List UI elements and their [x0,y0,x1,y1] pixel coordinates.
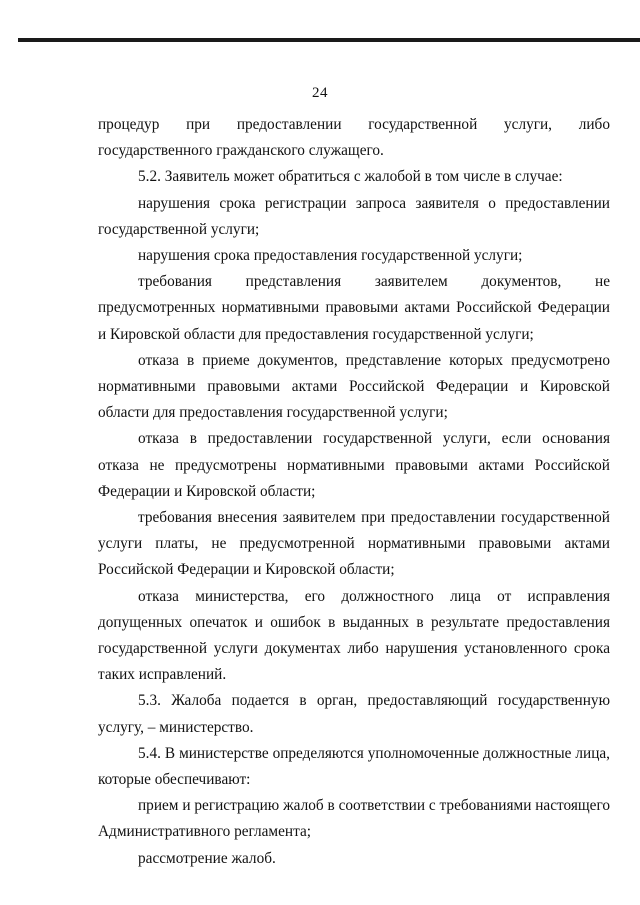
paragraph-acceptance-registration: прием и регистрацию жалоб в соответствии с требованиями настоящего Административного регламента; [98,797,610,841]
page-number: 24 [312,85,328,101]
paragraph-correction-refusal: отказа министерства, его должностного лица от исправления допущенных опечаток и ошибок в выданных в результате предоставления государственной услуги документах либо нарушения установленного срока таких исправлений. [98,587,610,684]
paragraph-registration-violation: нарушения срока регистрации запроса заявителя о предоставлении государственной услуги; [98,194,610,238]
paragraph-continuation: процедур при предоставлении государственной услуги, либо государственного гражданского служащего. [98,116,610,160]
paragraph-term-violation: нарушения срока предоставления государственной услуги; [138,247,523,265]
paragraph-refusal-service: отказа в предоставлении государственной услуги, если основания отказа не предусмотрены нормативными правовыми актами Российской Федерации и Кировской области; [98,430,610,500]
paragraph-refusal-acceptance: отказа в приеме документов, представление которых предусмотрено нормативными правовыми актами Российской Федерации и Кировской области для предоставления государственной услуги; [98,351,610,422]
paragraph-5-2: 5.2. Заявитель может обратиться с жалобой в том числе в случае: [138,168,563,186]
paragraph-payment-requirement: требования внесения заявителем при предоставлении государственной услуги платы, не предусмотренной нормативными правовыми актами Российской Федерации и Кировской области; [98,509,610,579]
paragraph-5-4: 5.4. В министерстве определяются уполномоченные должностные лица, которые обеспечивают: [98,744,610,789]
paragraph-consideration: рассмотрение жалоб. [138,849,276,867]
paragraph-documents-requirement: требования представления заявителем документов, не предусмотренных нормативными правовыми актами Российской Федерации и Кировской области для предоставления государственной услуги; [98,273,610,343]
document-body [98,112,610,872]
header-rule [18,38,640,42]
paragraph-5-3: 5.3. Жалоба подается в орган, предоставляющий государственную услугу, – министерство. [98,692,610,736]
